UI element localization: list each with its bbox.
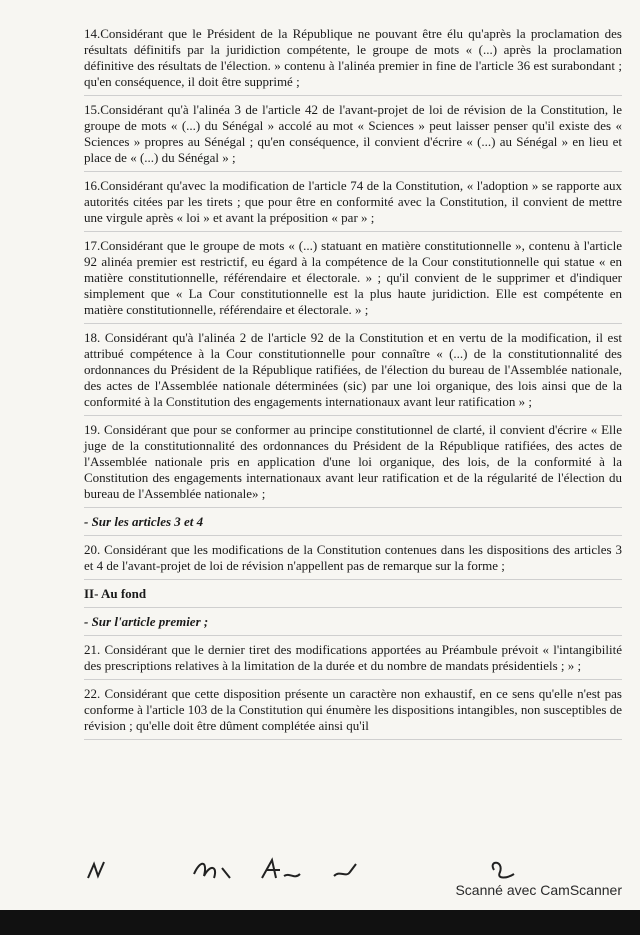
heading-au-fond: II- Au fond <box>84 586 622 608</box>
camscanner-watermark: Scanné avec CamScanner <box>455 882 622 898</box>
paragraph-19: 19. Considérant que pour se conformer au principe constitutionnel de clarté, il convient d'écrire « Elle juge de la constitutionnalité des ordonnances du Président de la République ratifiées, des actes de l'Assemblée nationale pris en application d'une loi organique, des lois, de la conformité à la Constitution des engagements internationaux avant leur ratification et de la régularité de l'élection du bureau de l'Assemblée nationale» ; <box>84 422 622 508</box>
paragraph-14: 14.Considérant que le Président de la République ne pouvant être élu qu'après la proclamation des résultats définitifs par la juridiction compétente, le groupe de mots « (...) après la proclamation définitive des résultats de l'élection. » contenu à l'alinéa premier in fine de l'article 36 est surabondant ; qu'en conséquence, il doit être supprimé ; <box>84 26 622 96</box>
paragraph-17: 17.Considérant que le groupe de mots « (...) statuant en matière constitutionnelle », contenu à l'article 92 alinéa premier est restrictif, eu égard à la compétence de la Cour constitutionnelle qui statue « en matière constitutionnelle, référendaire et électorale. » ; qu'il convient de le supprimer et d'indiquer simplement que « La Cour constitutionnelle est la plus haute juridiction. Elle est compétente en matière constitutionnelle, référendaire et électorale. » ; <box>84 238 622 324</box>
paragraph-21: 21. Considérant que le dernier tiret des modifications apportées au Préambule prévoit « l'intangibilité des prescriptions relatives à la limitation de la durée et du nombre de mandats présidentiels ; » ; <box>84 642 622 680</box>
bottom-black-bar <box>0 910 640 935</box>
document-body <box>84 26 622 740</box>
heading-article-premier: - Sur l'article premier ; <box>84 614 622 636</box>
heading-articles-3-4: - Sur les articles 3 et 4 <box>84 514 622 536</box>
paragraph-16: 16.Considérant qu'avec la modification de l'article 74 de la Constitution, « l'adoption » se rapporte aux autorités citées par les tirets ; que pour être en conformité avec la Constitution, il convient de mettre une virgule après « loi » et avant la préposition « par » ; <box>84 178 622 232</box>
handwritten-signatures-icon <box>84 854 524 884</box>
paragraph-18: 18. Considérant qu'à l'alinéa 2 de l'article 92 de la Constitution et en vertu de la modification, il est attribué compétence à la Cour constitutionnelle pour connaître « (...) de la constitutionnalité des ordonnances du Président de la République ratifiées, de l'élection du bureau de l'Assemblée nationale, des actes de l'Assemblée nationale déterminées (sic) par une loi organique, des lois ainsi que de la conformité à la Constitution des engagements internationaux avant leur ratification » ; <box>84 330 622 416</box>
paragraph-20: 20. Considérant que les modifications de la Constitution contenues dans les dispositions des articles 3 et 4 de l'avant-projet de loi de révision n'appellent pas de remarque sur la forme ; <box>84 542 622 580</box>
paragraph-22: 22. Considérant que cette disposition présente un caractère non exhaustif, en ce sens qu'elle n'est pas conforme à l'article 103 de la Constitution qui énumère les dispositions intangibles, non susceptibles de révision ; qu'elle doit être dûment complétée ainsi qu'il <box>84 686 622 740</box>
paragraph-15: 15.Considérant qu'à l'alinéa 3 de l'article 42 de l'avant-projet de loi de révision de la Constitution, le groupe de mots « (...) du Sénégal » accolé au mot « Sciences » peut laisser penser qu'il existe des « Sciences » propres au Sénégal ; qu'en conséquence, il convient d'écrire « (...) au Sénégal » en lieu et place de « (...) du Sénégal » ; <box>84 102 622 172</box>
